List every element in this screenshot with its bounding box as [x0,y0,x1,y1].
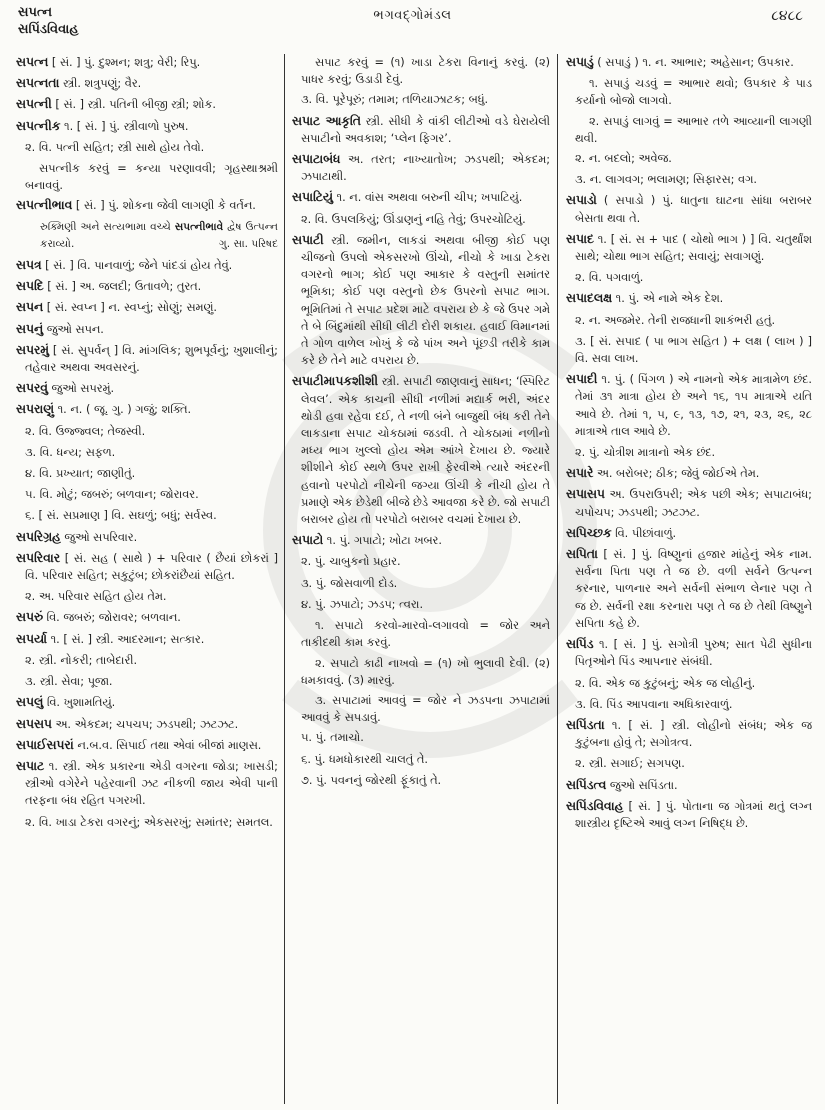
dictionary-entry [16,257,278,274]
sub-sense: ૨. ન. બદલો; અવેજ. [575,152,672,166]
dictionary-entry [16,299,278,316]
definition-text: ૧. [ સં. ] પું. સગોત્રી પુરુષ; સાત પેઢી સુધીના પિતૃઓને પિંડ આપનાર સંબંધી. [575,638,812,669]
sub-sense: ૨. વિ. એક જ કુટુંબનું; એક જ લોહીનું. [575,676,756,690]
dictionary-entry [16,278,278,295]
dictionary-entry [566,546,812,632]
usage-quote [16,219,278,253]
sub-sense: ૭. પું. પવનનું જોરથી ફૂંકાતું તે. [301,773,442,787]
dictionary-entry [16,342,278,376]
dictionary-entry [566,486,812,520]
definition-text: ૧. પું. ( પિંગળ ) એ નામનો એક માત્રામેળ છંદ. તેમાં ૩૧ માત્રા હોય છે અને ૧૬, ૧૫ માત્રાએ યતિ આવે છે. તેમાં ૧, ૫, ૯, ૧૩, ૧૭, ૨૧, ૨૩, ૨૬, ૨૮ માત્રાએ તાલ આવે છે. [575,373,812,438]
column-1 [16,54,278,1106]
column-2 [292,54,550,1106]
guide-word-last: સપિંડવિવાહ [18,22,79,37]
dictionary-entry [566,465,812,482]
definition-text: [ સં. ] પું. શોકના જેવી લાગણી કે વર્તન. [72,199,256,213]
definition-text: ૧. પું. એ નામે એક દેશ. [612,292,724,306]
sub-sense: ૫. વિ. મોટું; જબરું; બળવાન; જોરાવર. [25,488,199,502]
sub-sense: ૩. વિ. પિંડ આપવાના અધિકારવાળું. [575,697,733,711]
dictionary-entry [566,525,812,542]
dictionary-entry [16,631,278,648]
headword: સપત્ર [16,258,42,273]
quote-source: ગુ. સા. પરિષદ [219,237,278,250]
definition-text: અ. તરત; નાખ્યાતોખ; ઝડપથી; એકદમ; ઝપાટાથી. [301,153,550,184]
headword: સપાડો [566,193,597,208]
page-number: ૮૪૮૮ [771,8,803,24]
dictionary-entry [566,290,812,307]
headword: સપરું [16,610,43,625]
definition-text: [ સં. સુપર્વન્ ] વિ. માંગલિક; શુભપૂર્વનું; ખુશાલીનું; તહેવાર અથવા અવસરનું. [25,343,278,375]
definition-text: ૧. સ્ત્રી. એક પ્રકારના એડી વગરના જોડા; ખાસડી; સ્ત્રીઓ વગેરેને પહેરવાની ઝટ નીકળી જાય એવી પાની તરફના બંધ રહિત પગરખી. [25,759,278,808]
definition-text: ( સપાડું ) ૧. ન. આભાર; અહેસાન; ઉપકાર. [593,56,794,69]
sub-sense: ૫. પું. તમાચો. [301,731,364,745]
headword: સપાદી [566,372,598,387]
dictionary-title: ભગવદ્‌ગોમંડલ [373,8,452,23]
sub-sense: ૨. પું. ચાબુકનો પ્રહાર. [301,555,401,569]
headword: સપાદ [566,231,594,246]
idiom-phrase: ૨. સપાડું લાગવું = આભાર તળે આવ્યાની લાગણી થવી. [575,114,812,145]
dictionary-entry [16,716,278,733]
definition-text: [ સં. ] સ્ત્રી. પતિની બીજી સ્ત્રી; શોક. [51,98,216,112]
headword: સપરાણું [16,402,55,417]
sub-sense: ૨. વિ. ઉજ્જ્વલ; તેજસ્વી. [25,424,146,438]
sub-sense: ૩. [ સં. સપાદ ( પા ભાગ સહિત ) + લક્ષ ( લાખ ) ] વિ. સવા લાખ. [575,334,812,366]
definition-text: સ્ત્રી. જમીન, લાકડાં અથવા બીજી કોઈ પણ ચીજનો ઉપલો એકસરખો ઊંચો, નીચો કે ખાડા ટેકરા વગરનો ભાગ; કોઈ પણ આકાર કે વસ્તુની સમાંતર ભૂમિકા; કોઈ પણ વસ્તુનો છેક ઉપરનો સપાટ ભાગ. ભૂમિતિમાં તે સપાટ પ્રદેશ માટે વપરાય છે કે જે ઉપર ગમે તે બે બિંદુમાંથી સીધી લીટી દોરી શકાય. હવાઈ વિમાનમાં તે ગોળ વાળેલ ખોખું કે જે પાંખ અને પૂંછડી તરીકે કામ કરે છે તેને માટે વપરાય છે. [301,233,550,368]
dictionary-entry [292,373,550,528]
definition-text: અ. બરોબર; ઠીક; જેવું જોઈએ તેમ. [593,467,760,481]
quote-headword: સપત્નીભાવે [174,220,224,233]
headword: સપાટ [16,758,45,773]
definition-text: અ. ઉપરાઉપરી; એક પછી એક; સપાટાબંધ; ચપોચપ; ઝડપથી; ઝટઝટ. [575,488,812,519]
column-3 [566,54,812,1106]
dictionary-entry [566,777,812,794]
definition-text: ૧. ન. ( જૂ. ગુ. ) ગજું; શક્તિ. [54,403,192,417]
definition-text: [ સં. ] પું. વિષ્ણુનાં હજાર માંહેનું એક નામ. સર્વના પિતા પણ તે જ છે. વળી સર્વને ઉત્પન્ન કરનાર, પાળનાર અને સર્વની સંભાળ લેનાર પણ તે જ છે. સર્વની રક્ષા કરનારા પણ તે જ છે તેથી વિષ્ણુને સપિતા કહે છે. [575,548,812,630]
definition-text: જુઓ સપરિવાર. [60,530,138,544]
dictionary-entry [16,197,278,214]
quote-text: દ્વેષ ઉત્પન્ન કરાવ્યો. [40,220,278,250]
definition-text: ૧. પું. ગપાટો; ખોટા ખબર. [323,534,442,548]
headword: સપિંડત્વ [566,777,607,792]
headword: સપાટિયું [292,190,333,205]
headword: સપાઈસપરાં [16,737,74,752]
dictionary-entry [16,401,278,418]
headword: સપરવું [16,381,48,396]
sub-sense: ૨. અ. પરિવાર સહિત હોય તેમ. [25,590,167,604]
dictionary-entry [16,694,278,711]
definition-text: ૧. [ સં. ] સ્ત્રી. આદરમાન; સત્કાર. [47,632,205,646]
dictionary-entry [16,380,278,397]
definition-text: જુઓ સપરમું. [47,382,115,396]
dictionary-entry [566,192,812,226]
headword: સપત્નતા [16,76,60,91]
definition-text: [ સં. ] પું. દુશ્મન; શત્રુ; વેરી; રિપુ. [48,56,201,69]
sub-sense: ૨. સ્ત્રી. સગાઈ; સગપણ. [575,757,685,771]
sub-sense: ૨. પું. ચોત્રીશ માત્રાનો એક છંદ. [575,446,716,460]
headword: સપિંડવિવાહ [566,798,624,813]
dictionary-entry [566,798,812,832]
headword: સપનું [16,321,44,336]
definition-text: અ. એકદમ; ચપચપ; ઝડપથી; ઝટઝટ. [51,717,239,731]
definition-text: ૧. [ સં. ] પું. સ્ત્રીવાળો પુરુષ. [60,119,189,133]
definition-text: વિ. જબરું; જોરાવર; બળવાન. [42,611,181,625]
definition-text: [ સં. ] વિ. પાનવાળું; જેને પાંદડાં હોય તેવું. [41,259,233,273]
dictionary-entry [292,189,550,206]
sub-sense: ૨. વિ. પત્ની સહિત; સ્ત્રી સાથે હોય તેવો. [25,140,205,154]
definition-text: ( સપાડો ) પું. ધાતુના ઘાટના સાંધા બરાબર બેસતા થવા તે. [575,194,812,225]
idiom-phrase: ૩. સપાટામાં આવવું = જોર ને ઝડપના ઝપાટામાં આવવું કે સપડાવું. [301,693,550,725]
dictionary-entry [292,113,550,147]
definition-text: [ સં. સ્વપ્ન ] ન. સ્વપ્નું; સોણું; સમણું. [43,301,217,315]
idiom-phrase: સપાટ કરવું = (૧) ખાડા ટેકરા વિનાનું કરવું. (૨) પાધર કરવું; ઉડાડી દેવું. [301,56,550,87]
idiom-phrase: સપત્નીક કરવું = કન્યા પરણાવવી; ગૃહસ્થાશ્રમી બનાવવું. [25,162,278,193]
headword: સપાટી [292,232,324,247]
headword: સપાટો [292,533,324,548]
headword: સપન [16,300,44,315]
dictionary-entry [16,96,278,113]
sub-sense: ૨. વિ. પગવાળું. [575,271,644,285]
headword: સપર્યા [16,631,48,646]
dictionary-entry [16,758,278,810]
sub-sense: ૪. પું. ઝપાટો; ઝડપ; ત્વરા. [301,597,424,611]
headword: સપત્ન [16,55,49,69]
sub-sense: ૨. સ્ત્રી. નોકરી; તાબેદારી. [25,653,138,667]
headword: સપિંડતા [566,717,605,732]
page-header [0,0,825,52]
guide-word-first: સપત્ન [18,5,53,20]
headword: સપત્નીભાવ [16,198,73,213]
dictionary-entry [16,75,278,92]
headword: સપાટ આકૃતિ [292,113,361,128]
dictionary-entry [292,532,550,549]
dictionary-entry [566,636,812,670]
dictionary-entry [566,717,812,751]
sub-sense: ૬. પું. ધમધોકારથી ચાલતું તે. [301,752,428,766]
dictionary-entry [16,118,278,135]
dictionary-entry [16,737,278,754]
dictionary-entry [16,54,278,71]
definition-text: ૧. [ સં. ] સ્ત્રી. લોહીનો સંબંધ; એક જ કુટુંબના હોવું તે; સગોત્રત્વ. [575,718,812,750]
headword: સપસપ [16,716,52,731]
dictionary-entry [566,54,812,71]
sub-sense: ૨. વિ. ઉપલકિયું; ઊંડાણનું નહિ તેવું; ઉપરચોટિયું. [301,212,526,226]
sub-sense: ૩. સ્ત્રી. સેવા; પૂજા. [25,675,113,689]
definition-text: ૧. [ સં. સ + પાદ ( ચોથો ભાગ ) ] વિ. ચતુર્થાંશ સાથે; ચોથા ભાગ સહિત; સવાયું; સવાગણું. [575,232,812,264]
definition-text: સ્ત્રી. સીધી કે વાંકી લીટીઓ વડે ઘેરાયેલી સપાટીનો અવકાશ; ‘પ્લેન ફિગર’. [301,114,550,145]
definition-text: વિ. પીછાંવાળું. [611,526,677,540]
definition-text: સ્ત્રી. શત્રુપણું; વૈર. [59,77,142,91]
definition-text: [ સં. સહ ( સાથે ) + પરિવાર ( છૈયાં છોકરાં ] વિ. પરિવાર સહિત; સકુટુંબ; છોકરાંછૈયાં સહિત. [25,551,278,583]
sub-sense: ૨. વિ. ખાડા ટેકરા વગરનું; એકસરખું; સમાંતર; સમતલ. [25,815,273,829]
headword: સપાડું [566,55,594,69]
idiom-phrase: ૧. સપાટો કરવો-મારવો-લગાવવો = જોર અને તાકીદથી કામ કરવું. [301,619,550,650]
sub-sense: ૨. ન. અજમેર. તેની રાજધાની શાકંભરી હતું. [575,313,776,327]
definition-text: જુઓ સપન. [43,322,104,336]
definition-text: સ્ત્રી. સપાટી જાણવાનું સાધન; ‘સ્પિરિટ લેવલ’. એક કાચની સીધી નળીમાં મદ્યાર્ક ભરી, અંદર થોડી હવા રહેવા દઈ, તે નળી બંને બાજુથી બંધ કરી તેને લાકડાના સપાટ ચોકઠામાં જડવી. તે ચોકઠામાં નળીનો મધ્ય ભાગ ખુલ્લો હોય એમ આંખે દેખાય છે. જ્યારે શીશીને કોઈ સ્થળે ઉપર રાખી ફેરવીએ ત્યારે અંદરની હવાનો પરપોટો નીચેની જગ્યા ઊંચી કે નીચી હોય તે પ્રમાણે એક છેડેથી બીજે છેડે આવજા કરે છે. જો સપાટી બરાબર હોય તો પરપોટો બરાબર વચમાં દેખાય છે. [301,375,550,527]
headword: સપત્નીક [16,118,61,133]
dictionary-entry [566,231,812,265]
sub-sense: ૩. ન. લાગવગ; ભલામણ; સિફારસ; વગ. [575,173,757,187]
sub-sense: ૩. વિ. પૂરેપૂરું; તમામ; તળિયાઝાટક; બધું. [301,93,489,107]
headword: સપલું [16,695,44,710]
definition-text: વિ. ખુશામતિયું. [43,696,116,710]
headword: સપારે [566,466,594,481]
headword: સપરિવાર [16,550,61,565]
headword: સપાટાબંધ [292,152,341,167]
dictionary-entry [292,151,550,185]
headword: સપરિગ્રહ [16,529,61,544]
quote-text: રુક્મિણી અને સત્યભામા વચ્ચે [40,220,175,233]
idiom-phrase: ૨. સપાટો કાઢી નાખવો = (૧) ખો ભુલાવી દેવી. (૨) ધમકાવવું. (૩) મારવું. [301,656,550,687]
sub-sense: ૬. [ સં. સપ્રમાણ ] વિ. સઘળું; બધું; સર્વસ્વ. [25,509,217,523]
headword: સપાટીમાપકશીશી [292,374,378,389]
definition-text: ન.બ.વ. સિપાઈ તથા એવાં બીજાં માણસ. [73,738,262,752]
column-divider [284,54,285,1104]
idiom-phrase: ૧. સપાડું ચડવું = આભાર થવો; ઉપકાર કે પાડ કર્યાનો બોજો લાગવો. [575,77,812,108]
headword: સપત્ની [16,97,52,112]
headword: સપિતા [566,547,598,562]
dictionary-entry [566,371,812,440]
definition-text: [ સં. ] પું. પોતાના જ ગોત્રમાં થતું લગ્ન શાસ્ત્રીય દૃષ્ટિએ આવું લગ્ન નિષિદ્ધ છે. [575,799,812,830]
dictionary-entry [16,609,278,626]
headword: સપાદલક્ષ [566,291,613,306]
sub-sense: ૩. પું. જોસવાળી દોડ. [301,576,398,590]
sub-sense: ૪. વિ. પ્રખ્યાત; જાણીતું. [25,467,136,481]
dictionary-entry [16,321,278,338]
headword: સપદિ [16,279,44,294]
column-divider [557,54,558,1104]
definition-text: ૧. ન. વાંસ અથવા બરુની ચીપ; ખપાટિયું. [332,191,523,205]
headword: સપરમું [16,342,49,357]
headword: સપિંડ [566,637,594,652]
definition-text: જુઓ સપિંડતા. [606,778,678,792]
dictionary-entry [292,232,550,370]
headword: સપાસપ [566,487,605,502]
headword: સપિચ્છક [566,525,612,540]
sub-sense: ૩. વિ. ધન્ય; સફળ. [25,445,116,459]
dictionary-entry [16,529,278,546]
definition-text: [ સં. ] અ. જલદી; ઉતાવળે; તુરત. [43,280,202,294]
dictionary-entry [16,550,278,584]
